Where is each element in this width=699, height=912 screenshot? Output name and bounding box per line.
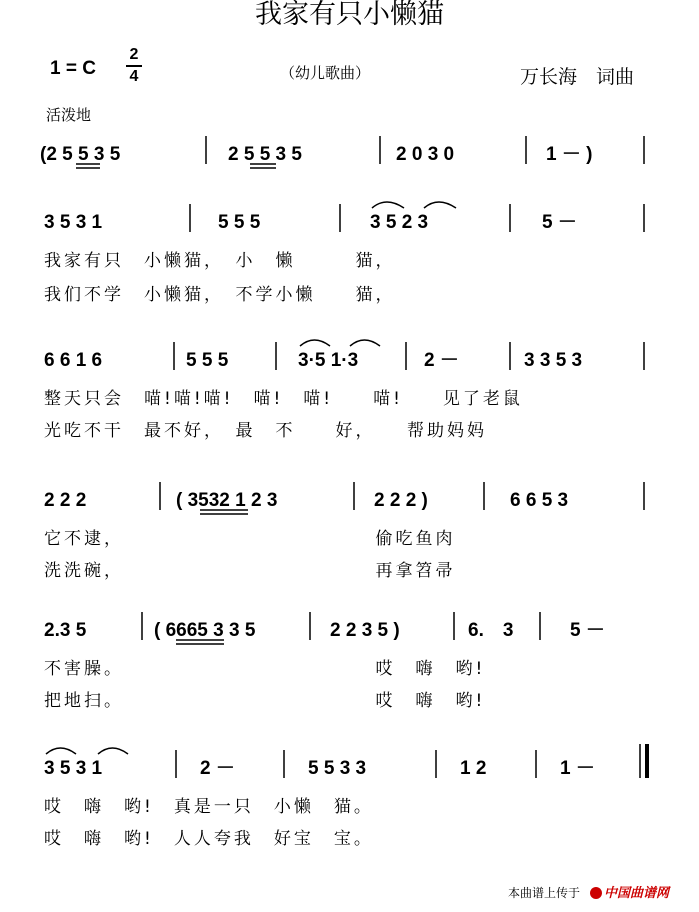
system-2-notes-d: 5 － [542,212,577,233]
system-2-notes-a: 3 5 3 1 [44,212,103,233]
time-signature [126,46,142,86]
score-system-1 [40,134,656,170]
system-3-notes-e: 3 3 5 3 [524,350,583,371]
system-6-lyrics-verse-1: 哎 嗨 哟! 真是一只 小懒 猫。 [44,797,374,817]
system-5-lyrics-verse-1: 不害臊。 哎 嗨 哟! [44,659,486,679]
system-4-notes-d: 6 6 5 3 [510,490,569,511]
system-6-lyrics-verse-2: 哎 嗨 哟! 人人夸我 好宝 宝。 [44,829,374,849]
time-signature-bar [126,65,142,67]
system-2-notes-b: 5 5 5 [218,212,261,233]
system-3-notes-d: 2 － [424,350,459,371]
system-6-notes-a: 3 5 3 1 [44,758,103,779]
system-4-notes-a: 2 2 2 [44,490,87,511]
footer-upload-text: 本曲谱上传于 [508,886,581,900]
system-5-notes-b: ( 6665 3 3 5 [154,620,256,641]
system-1-notes-c: 2 0 3 0 [396,144,455,165]
system-2-lyrics-verse-2: 我们不学 小懒猫， 不学小懒 猫， [44,285,396,305]
score-system-3-svg [40,340,656,380]
time-signature-bottom: 4 [129,68,139,85]
score-system-1-svg [40,134,656,174]
system-3-notes-b: 5 5 5 [186,350,229,371]
system-2-lyrics-verse-1: 我家有只 小懒猫， 小 懒 猫， [44,251,396,271]
slur [372,202,404,208]
system-3-lyrics-verse-1: 整天只会 喵!喵!喵! 喵! 喵! 喵! 见了老鼠 [44,389,523,409]
system-4-lyrics-verse-1: 它不逮， 偷吃鱼肉 [44,529,456,549]
system-5-notes-e: 5 － [570,620,605,641]
system-4-notes-b: ( 3532 1 2 3 [176,490,278,511]
system-5-notes-a: 2.3 5 [44,620,87,641]
system-3-lyrics-verse-2: 光吃不干 最不好， 最 不 好， 帮助妈妈 [44,421,487,441]
system-2-notes-c: 3 5 2 3 [370,212,429,233]
score-system-2-svg [40,202,656,242]
system-5-notes-d: 6. 3 [468,620,514,641]
score-system-2 [40,202,656,238]
score-system-4 [40,480,656,516]
slur [46,748,76,754]
page-title: 我家有只小懒猫 [255,0,444,30]
system-5-notes-c: 2 2 3 5 ) [330,620,400,641]
score-system-6 [40,748,656,784]
system-6-notes-b: 2 － [200,758,235,779]
time-signature-top: 2 [129,46,139,63]
system-4-lyrics-verse-2: 洗洗碗， 再拿笤帚 [44,561,456,581]
system-6-notes-c: 5 5 3 3 [308,758,367,779]
score-system-6-svg [40,748,656,788]
system-5-lyrics-verse-2: 把地扫。 哎 嗨 哟! [44,691,486,711]
slur [98,748,128,754]
footer-logo [590,882,669,901]
composer-credit: 万长海 词曲 [520,66,635,88]
system-3-notes-a: 6 6 1 6 [44,350,103,371]
key-signature: 1 = C [50,58,96,79]
system-1-notes-d: 1 － ) [546,144,593,165]
subtitle: （幼儿歌曲） [280,64,371,82]
footer-logo-icon [590,887,602,899]
system-3-notes-c: 3·5 1·3 [298,350,359,371]
score-system-3 [40,340,656,376]
footer-logo-text: 中国曲谱网 [604,886,670,901]
system-1-notes: (2 5 5 3 5 [40,144,121,165]
slur [300,340,330,346]
slur [350,340,380,346]
system-6-notes-d: 1 2 [460,758,487,779]
score-system-5-svg [40,610,656,650]
score-system-5 [40,610,656,646]
score-system-4-svg [40,480,656,520]
system-6-notes-e: 1 － [560,758,595,779]
slur [424,202,456,208]
tempo-marking: 活泼地 [46,106,92,124]
system-1-notes-b: 2 5 5 3 5 [228,144,302,165]
system-4-notes-c: 2 2 2 ) [374,490,428,511]
